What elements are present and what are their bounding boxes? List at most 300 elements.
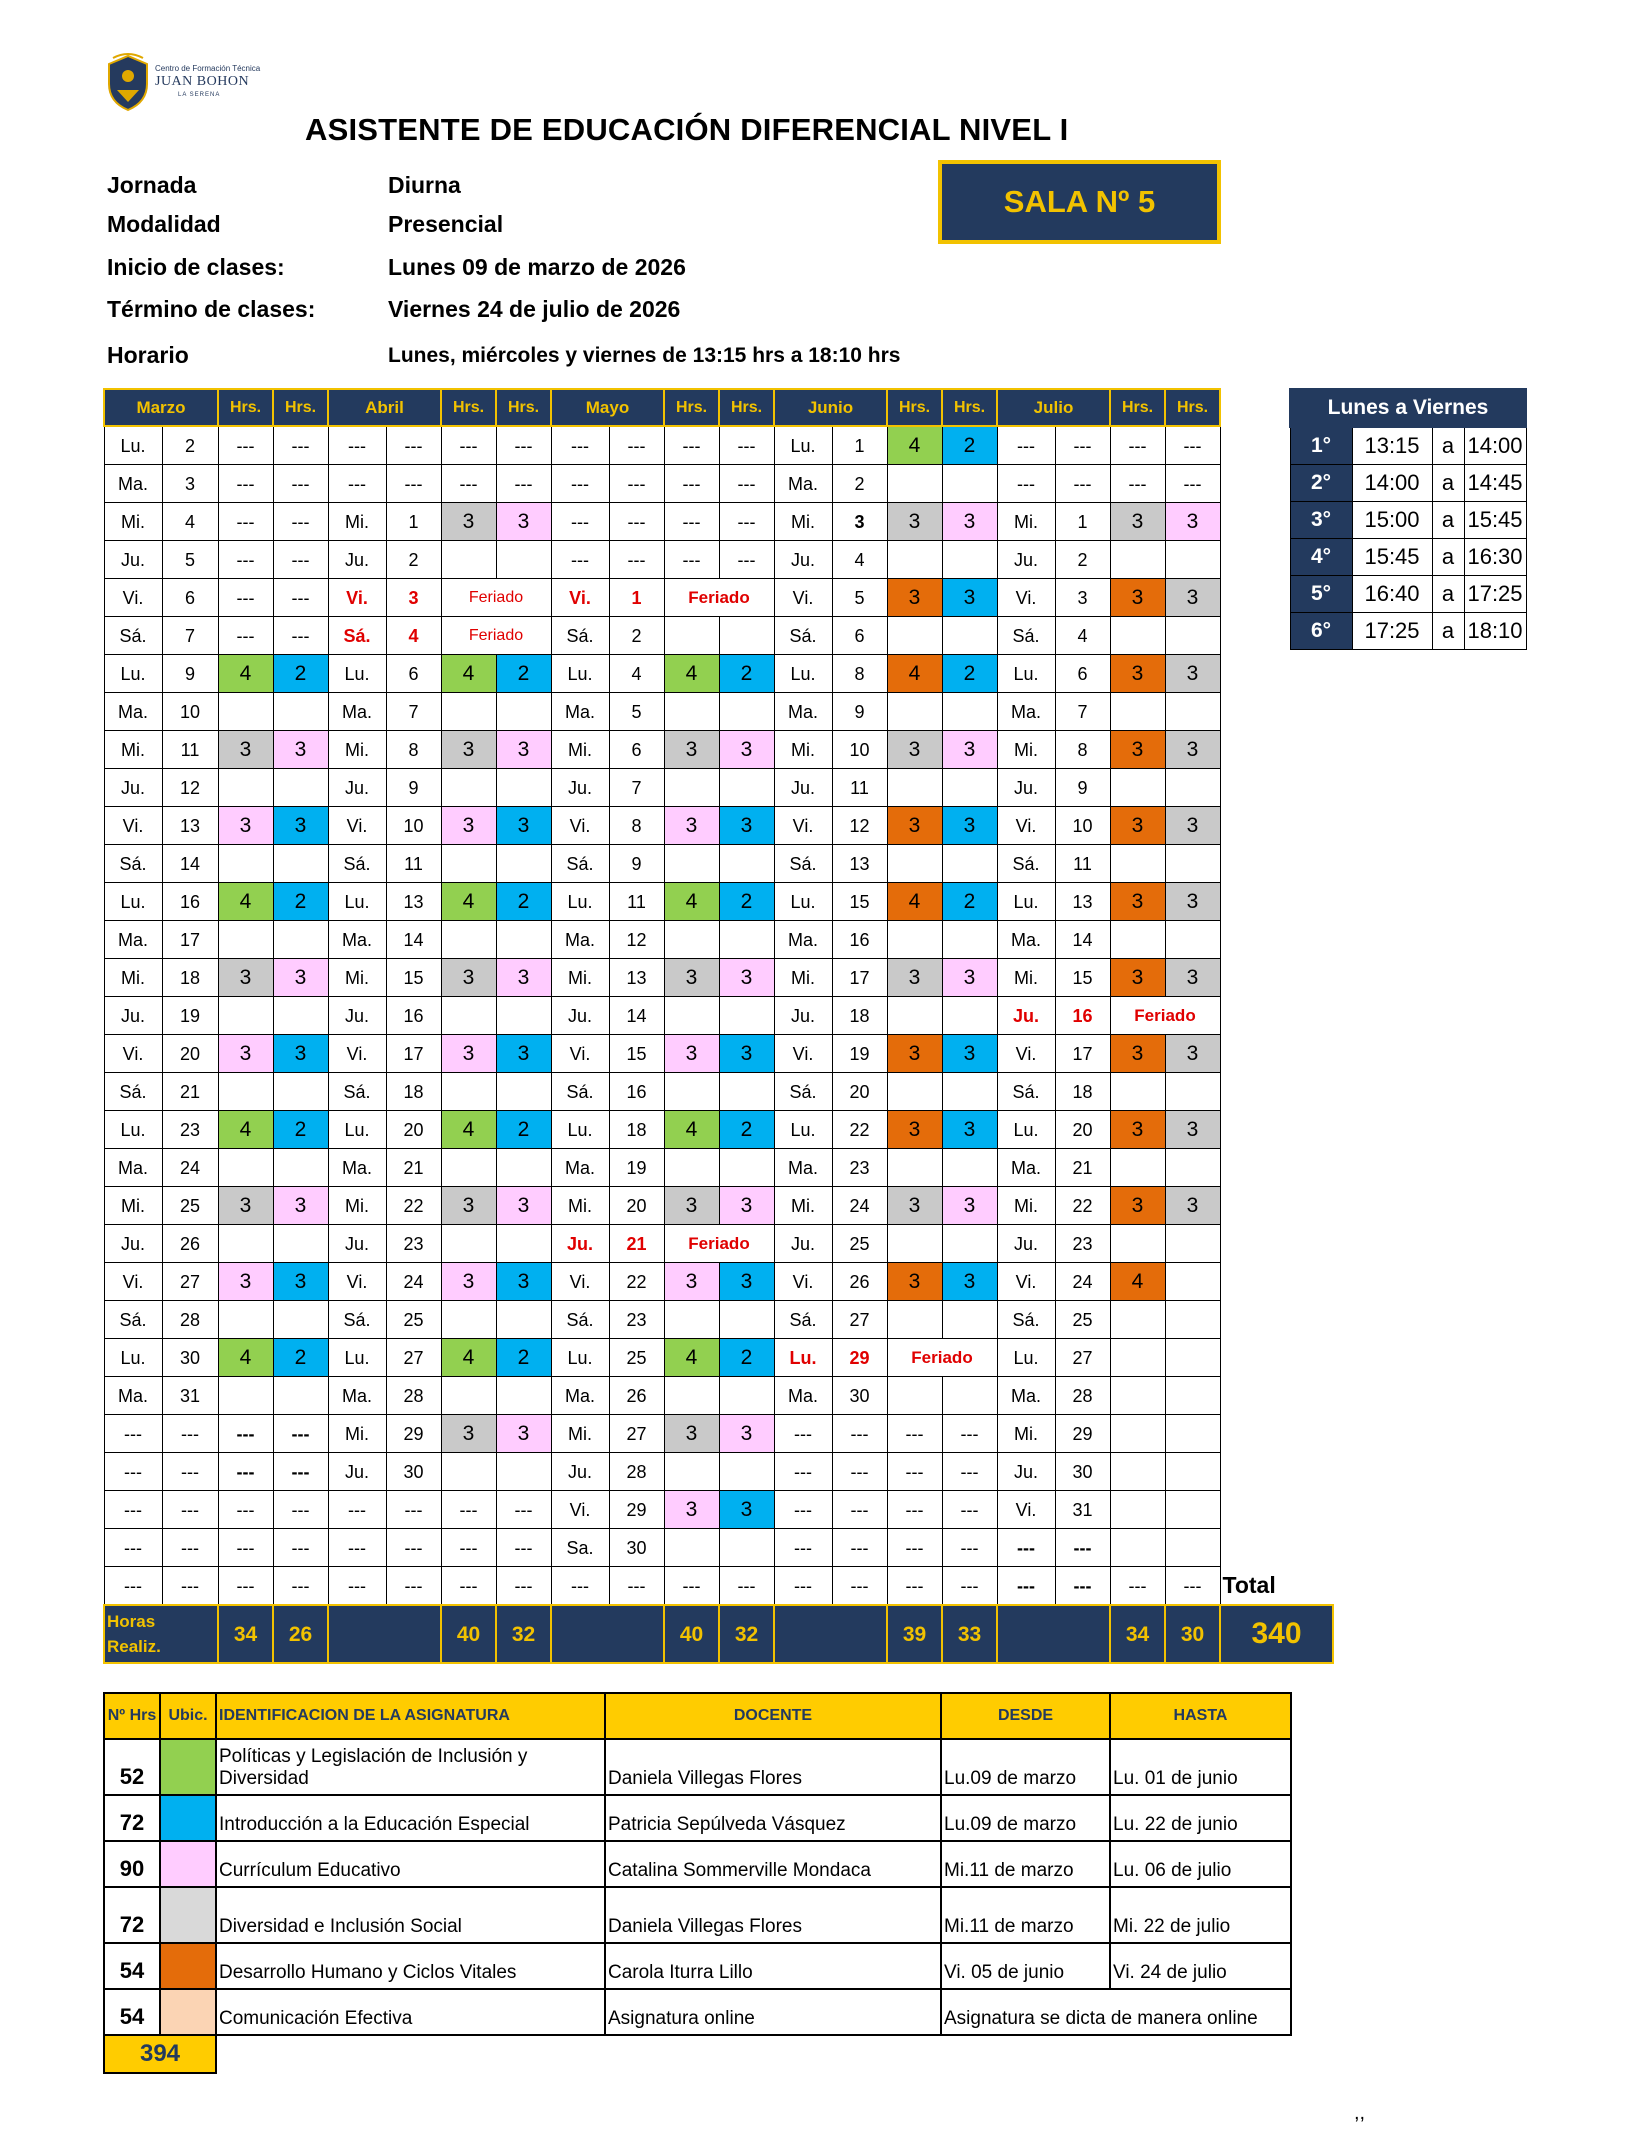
subjects-header: DESDE — [941, 1693, 1110, 1739]
hours-cell: 2 — [496, 655, 551, 693]
hours-cell: 2 — [719, 1339, 774, 1377]
day-label: Lu. — [774, 883, 832, 921]
hours-cell — [1110, 1149, 1165, 1187]
hours-cell: 3 — [1110, 579, 1165, 617]
day-label: Ma. — [328, 1377, 386, 1415]
hours-cell — [719, 1453, 774, 1491]
hours-cell: --- — [664, 541, 719, 579]
day-label: Vi. — [997, 1035, 1055, 1073]
hours-cell: 3 — [887, 1035, 942, 1073]
day-label: Ma. — [104, 921, 162, 959]
hours-cell: 2 — [273, 1111, 328, 1149]
spacer-cell — [1220, 1187, 1278, 1225]
day-label: Mi. — [551, 1415, 609, 1453]
hours-cell: 3 — [441, 959, 496, 997]
day-number: 9 — [609, 845, 664, 883]
spacer-cell — [1220, 883, 1278, 921]
day-number: 14 — [609, 997, 664, 1035]
hours-cell: 3 — [441, 731, 496, 769]
day-label: Ju. — [328, 769, 386, 807]
day-number: 8 — [609, 807, 664, 845]
hours-cell — [719, 1377, 774, 1415]
day-label: --- — [774, 1415, 832, 1453]
sala-badge: SALA Nº 5 — [938, 160, 1221, 244]
day-label: --- — [104, 1567, 162, 1606]
day-label: --- — [104, 1415, 162, 1453]
subject-row — [104, 1841, 1291, 1887]
day-number: 1 — [609, 579, 664, 617]
subject-color-swatch — [160, 1943, 216, 1989]
total-label: Total — [1222, 1571, 1276, 1598]
day-number: 27 — [832, 1301, 887, 1339]
hours-cell: 4 — [664, 1111, 719, 1149]
day-label: Lu. — [997, 883, 1055, 921]
hours-cell: --- — [496, 465, 551, 503]
hours-cell — [887, 617, 942, 655]
subject-teacher: Carola Iturra Lillo — [605, 1943, 941, 1989]
spacer-cell — [1278, 959, 1333, 997]
day-label: Mi. — [104, 1187, 162, 1225]
hours-cell: --- — [887, 1453, 942, 1491]
hours-cell — [887, 541, 942, 579]
day-label: Ju. — [997, 1225, 1055, 1263]
calendar-row — [104, 465, 1333, 503]
day-number: 9 — [1055, 769, 1110, 807]
spacer-cell — [1278, 1035, 1333, 1073]
hours-total-julio-2: 30 — [1165, 1605, 1220, 1663]
hours-cell: 3 — [496, 959, 551, 997]
spacer-cell — [1220, 731, 1278, 769]
day-label: Sá. — [774, 845, 832, 883]
spacer-cell — [1220, 845, 1278, 883]
hours-cell — [942, 541, 997, 579]
hours-total-marzo-2: 26 — [273, 1605, 328, 1663]
hours-cell: 2 — [942, 883, 997, 921]
hours-cell: 3 — [1165, 731, 1220, 769]
hours-cell — [1165, 617, 1220, 655]
day-number: 29 — [386, 1415, 441, 1453]
spacer-cell — [1278, 1225, 1333, 1263]
calendar-row — [104, 731, 1333, 769]
day-label: --- — [104, 1453, 162, 1491]
hours-cell — [441, 845, 496, 883]
day-number: --- — [386, 426, 441, 465]
calendar-row — [104, 1491, 1333, 1529]
day-label: Mi. — [104, 503, 162, 541]
day-label: Ju. — [551, 997, 609, 1035]
day-number: 4 — [609, 655, 664, 693]
day-number: 13 — [1055, 883, 1110, 921]
day-label: Lu. — [774, 655, 832, 693]
hours-cell — [1165, 1149, 1220, 1187]
calendar-row — [104, 655, 1333, 693]
day-number: 5 — [832, 579, 887, 617]
day-number: 28 — [1055, 1377, 1110, 1415]
hours-cell — [887, 693, 942, 731]
hours-cell: --- — [664, 1567, 719, 1606]
period-cell: 2° — [1290, 465, 1352, 502]
day-number: --- — [832, 1415, 887, 1453]
spacer-cell — [1220, 921, 1278, 959]
day-label: Vi. — [997, 807, 1055, 845]
hours-cell: --- — [496, 1567, 551, 1606]
hours-cell: --- — [942, 1567, 997, 1606]
day-number: 2 — [386, 541, 441, 579]
calendar-row — [104, 693, 1333, 731]
day-number: --- — [162, 1529, 218, 1567]
day-number: 18 — [832, 997, 887, 1035]
period-cell: 5° — [1290, 576, 1352, 613]
spacer-cell — [1220, 579, 1278, 617]
day-label: Sá. — [774, 1073, 832, 1111]
day-number: 28 — [162, 1301, 218, 1339]
hours-cell — [887, 769, 942, 807]
hours-cell: 4 — [1110, 1263, 1165, 1301]
spacer-cell — [1220, 389, 1278, 426]
day-number: --- — [1055, 1567, 1110, 1606]
day-label: Vi. — [328, 579, 386, 617]
hours-cell: 3 — [719, 1263, 774, 1301]
hours-cell: 3 — [719, 959, 774, 997]
hours-cell — [218, 769, 273, 807]
day-label: Ma. — [997, 921, 1055, 959]
subject-color-swatch — [160, 1989, 216, 2035]
spacer-cell — [1220, 1073, 1278, 1111]
day-number: 16 — [609, 1073, 664, 1111]
spacer-cell — [1220, 1415, 1278, 1453]
subject-row — [104, 1739, 1291, 1795]
hours-cell: 3 — [1165, 807, 1220, 845]
day-label: --- — [997, 465, 1055, 503]
hours-cell: 3 — [1110, 1111, 1165, 1149]
info-label-horario: Horario — [107, 342, 189, 368]
subjects-table — [103, 1692, 1292, 2074]
day-number: 17 — [386, 1035, 441, 1073]
hours-cell — [887, 997, 942, 1035]
day-label: --- — [551, 426, 609, 465]
month-header: Abril — [328, 389, 441, 426]
logo-line-3: LA SERENA — [178, 92, 221, 98]
spacer-cell — [1278, 997, 1333, 1035]
hours-cell — [496, 845, 551, 883]
hrs-header: Hrs. — [218, 389, 273, 426]
subject-teacher: Daniela Villegas Flores — [605, 1739, 941, 1795]
subject-from: Asignatura se dicta de manera online — [941, 1989, 1291, 2035]
hours-cell: 2 — [942, 426, 997, 465]
day-number: 5 — [162, 541, 218, 579]
hours-cell — [273, 693, 328, 731]
time-separator: a — [1432, 576, 1464, 613]
hours-cell: --- — [273, 1491, 328, 1529]
day-number: 30 — [162, 1339, 218, 1377]
hours-cell: --- — [273, 579, 328, 617]
day-label: Sá. — [997, 1073, 1055, 1111]
subjects-total: 394 — [104, 2035, 216, 2073]
day-number: 19 — [162, 997, 218, 1035]
hours-cell — [1165, 1339, 1220, 1377]
hours-cell: --- — [719, 503, 774, 541]
subject-color-swatch — [160, 1795, 216, 1841]
hours-cell — [1165, 921, 1220, 959]
holiday-label: Feriado — [664, 579, 774, 617]
calendar-row — [104, 769, 1333, 807]
hours-cell: --- — [218, 579, 273, 617]
day-label: Vi. — [774, 579, 832, 617]
day-label: Ma. — [328, 921, 386, 959]
day-label: Mi. — [104, 731, 162, 769]
hours-label-line2: Realiz. — [107, 1637, 161, 1656]
calendar-row — [104, 845, 1333, 883]
subjects-header: HASTA — [1110, 1693, 1291, 1739]
info-label-modalidad: Modalidad — [107, 211, 221, 237]
day-label: Sá. — [551, 1073, 609, 1111]
day-label: Vi. — [551, 1491, 609, 1529]
day-label: --- — [104, 1529, 162, 1567]
day-number: 3 — [1055, 579, 1110, 617]
hours-cell — [1165, 1377, 1220, 1415]
hours-cell: --- — [273, 426, 328, 465]
day-label: Ju. — [328, 541, 386, 579]
day-number: 15 — [832, 883, 887, 921]
day-number: 24 — [832, 1187, 887, 1225]
day-number: 27 — [609, 1415, 664, 1453]
day-label: Mi. — [997, 503, 1055, 541]
hours-cell: --- — [496, 1529, 551, 1567]
hours-total-abril-1: 40 — [441, 1605, 496, 1663]
hours-cell — [273, 1225, 328, 1263]
hours-cell: 3 — [1165, 883, 1220, 921]
hours-cell: --- — [664, 465, 719, 503]
end-time: 17:25 — [1464, 576, 1526, 613]
day-label: Vi. — [328, 807, 386, 845]
hours-cell — [887, 1377, 942, 1415]
subject-name: Comunicación Efectiva — [216, 1989, 605, 2035]
subject-row — [104, 1795, 1291, 1841]
hours-cell: --- — [273, 1529, 328, 1567]
hours-cell — [441, 1301, 496, 1339]
day-number: --- — [609, 465, 664, 503]
hours-cell: 3 — [942, 1187, 997, 1225]
day-label: Sá. — [551, 1301, 609, 1339]
start-time: 17:25 — [1352, 613, 1432, 650]
spacer-cell — [1278, 1339, 1333, 1377]
day-label: Lu. — [774, 426, 832, 465]
hours-cell: 4 — [218, 883, 273, 921]
day-number: 21 — [1055, 1149, 1110, 1187]
hours-cell: 3 — [441, 1263, 496, 1301]
hours-cell — [719, 997, 774, 1035]
day-label: Ma. — [997, 1377, 1055, 1415]
day-number: 1 — [832, 426, 887, 465]
hours-cell — [441, 1453, 496, 1491]
day-label: Sá. — [104, 617, 162, 655]
hours-cell: --- — [441, 1491, 496, 1529]
schedule-row — [1290, 465, 1526, 502]
hours-cell: 3 — [887, 579, 942, 617]
day-number: --- — [832, 1491, 887, 1529]
hours-cell — [942, 1073, 997, 1111]
subject-teacher: Daniela Villegas Flores — [605, 1887, 941, 1943]
hours-cell: 2 — [942, 655, 997, 693]
spacer-cell — [1278, 845, 1333, 883]
hours-cell: 3 — [273, 959, 328, 997]
day-number: 23 — [162, 1111, 218, 1149]
spacer-cell — [216, 2035, 1291, 2073]
hours-cell: 3 — [218, 807, 273, 845]
day-label: Ju. — [104, 997, 162, 1035]
subject-from: Lu.09 de marzo — [941, 1739, 1110, 1795]
schedule-row — [1290, 502, 1526, 539]
start-time: 16:40 — [1352, 576, 1432, 613]
day-label: Ma. — [551, 693, 609, 731]
hours-total-mayo-1: 40 — [664, 1605, 719, 1663]
end-time: 16:30 — [1464, 539, 1526, 576]
day-label: Vi. — [997, 579, 1055, 617]
day-number: 26 — [162, 1225, 218, 1263]
day-label: Lu. — [774, 1111, 832, 1149]
hrs-header: Hrs. — [1165, 389, 1220, 426]
month-header: Junio — [774, 389, 887, 426]
hours-cell — [942, 693, 997, 731]
hours-cell — [1110, 1301, 1165, 1339]
calendar-row — [104, 997, 1333, 1035]
hours-cell: 3 — [218, 1187, 273, 1225]
hours-cell — [441, 769, 496, 807]
day-label: Vi. — [104, 807, 162, 845]
hours-cell — [719, 921, 774, 959]
day-label: Sá. — [328, 1301, 386, 1339]
hours-cell: 3 — [719, 731, 774, 769]
day-number: 30 — [1055, 1453, 1110, 1491]
day-label: Lu. — [997, 1339, 1055, 1377]
hrs-header: Hrs. — [1110, 389, 1165, 426]
day-label: Sá. — [551, 617, 609, 655]
calendar-row — [104, 807, 1333, 845]
hours-cell — [719, 1073, 774, 1111]
subjects-header: Ubic. — [160, 1693, 216, 1739]
spacer-cell — [1278, 921, 1333, 959]
calendar-row — [104, 426, 1333, 465]
hours-cell — [1165, 1263, 1220, 1301]
hours-cell — [218, 693, 273, 731]
calendar-row — [104, 1035, 1333, 1073]
schedule-row — [1290, 576, 1526, 613]
hours-cell: --- — [942, 1491, 997, 1529]
hours-cell: 3 — [887, 959, 942, 997]
hours-cell: 2 — [273, 655, 328, 693]
month-header: Marzo — [104, 389, 218, 426]
start-time: 15:45 — [1352, 539, 1432, 576]
day-number: 22 — [1055, 1187, 1110, 1225]
info-label-termino: Término de clases: — [107, 296, 316, 322]
hours-cell — [942, 921, 997, 959]
subject-teacher: Catalina Sommerville Mondaca — [605, 1841, 941, 1887]
hours-cell — [719, 617, 774, 655]
subject-hours: 54 — [104, 1943, 160, 1989]
hours-cell: 4 — [887, 655, 942, 693]
day-number: 6 — [386, 655, 441, 693]
hours-cell — [496, 997, 551, 1035]
hours-cell — [942, 1149, 997, 1187]
hours-cell: --- — [719, 465, 774, 503]
hours-cell — [887, 1149, 942, 1187]
hrs-header: Hrs. — [664, 389, 719, 426]
day-label: Mi. — [997, 959, 1055, 997]
day-number: 2 — [609, 617, 664, 655]
day-label: Mi. — [774, 731, 832, 769]
day-label: Ju. — [551, 1225, 609, 1263]
day-number: 21 — [609, 1225, 664, 1263]
hours-cell: 3 — [496, 503, 551, 541]
spacer-cell — [1278, 655, 1333, 693]
day-label: Sá. — [104, 845, 162, 883]
day-label: Sá. — [997, 617, 1055, 655]
day-number: --- — [386, 1529, 441, 1567]
institution-logo — [103, 52, 263, 112]
spacer-cell — [1278, 731, 1333, 769]
day-number: --- — [162, 1491, 218, 1529]
hours-cell: 3 — [218, 959, 273, 997]
grand-total: 340 — [1220, 1605, 1333, 1663]
hours-cell — [664, 1073, 719, 1111]
day-label: Ju. — [774, 1225, 832, 1263]
day-number: 11 — [609, 883, 664, 921]
hours-cell — [664, 997, 719, 1035]
hours-cell — [887, 845, 942, 883]
hours-cell — [1110, 617, 1165, 655]
day-label: Mi. — [774, 1187, 832, 1225]
hours-cell — [1110, 1225, 1165, 1263]
day-label: Mi. — [328, 1415, 386, 1453]
calendar-row — [104, 503, 1333, 541]
logo-line-2: JUAN BOHON — [155, 74, 250, 89]
hours-cell — [664, 693, 719, 731]
hours-cell: 3 — [719, 1491, 774, 1529]
hours-cell: 3 — [273, 807, 328, 845]
holiday-label: Feriado — [1110, 997, 1220, 1035]
spacer-cell — [1278, 1187, 1333, 1225]
calendar-row — [104, 1339, 1333, 1377]
hours-cell: 3 — [664, 1263, 719, 1301]
hours-cell — [664, 1453, 719, 1491]
subjects-header: Nº Hrs — [104, 1693, 160, 1739]
schedule-row — [1290, 539, 1526, 576]
day-number: 30 — [386, 1453, 441, 1491]
spacer-cell — [1278, 1529, 1333, 1567]
hours-cell — [1110, 769, 1165, 807]
spacer-cell — [1278, 1073, 1333, 1111]
day-number: 13 — [609, 959, 664, 997]
hours-cell: --- — [887, 1415, 942, 1453]
day-number: 29 — [1055, 1415, 1110, 1453]
day-number: 7 — [1055, 693, 1110, 731]
hrs-header: Hrs. — [942, 389, 997, 426]
hours-cell: 4 — [441, 655, 496, 693]
day-label: --- — [774, 1567, 832, 1606]
day-label: Mi. — [328, 731, 386, 769]
hours-cell — [1165, 845, 1220, 883]
spacer-cell — [1278, 883, 1333, 921]
period-cell: 3° — [1290, 502, 1352, 539]
hours-cell: 3 — [273, 731, 328, 769]
day-number: 6 — [609, 731, 664, 769]
calendar-row — [104, 617, 1333, 655]
hours-cell — [496, 1453, 551, 1491]
hours-cell — [664, 1149, 719, 1187]
hours-cell — [1165, 1529, 1220, 1567]
day-label: --- — [997, 1529, 1055, 1567]
day-number: 16 — [832, 921, 887, 959]
